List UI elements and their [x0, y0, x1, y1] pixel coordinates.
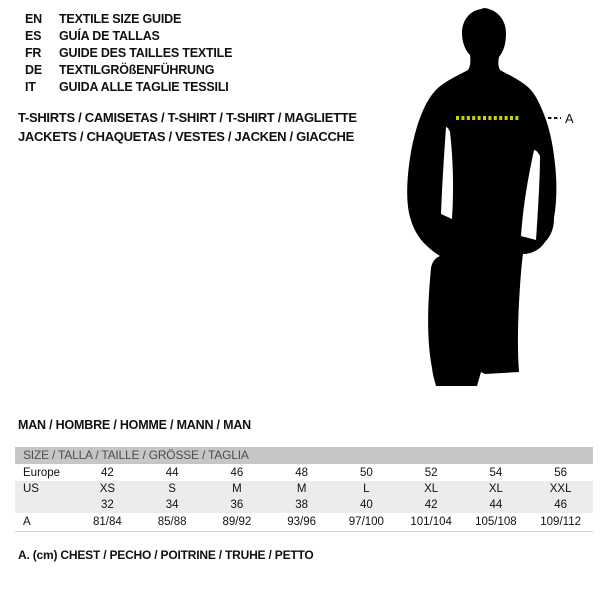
- table-row-europe: [15, 464, 593, 481]
- language-label: TEXTILGRÖßENFÜHRUNG: [59, 63, 215, 77]
- language-row-it: [25, 79, 232, 96]
- size-value: XL: [488, 483, 503, 495]
- size-value: 50: [359, 466, 373, 479]
- size-value: 54: [489, 466, 503, 479]
- language-list: [25, 11, 232, 96]
- category-line-tshirts: T-SHIRTS / CAMISETAS / T-SHIRT / T-SHIRT / MAGLIETTE: [18, 110, 357, 125]
- row-label: US: [23, 483, 39, 495]
- size-value: 44: [165, 466, 179, 479]
- size-value: 32: [100, 499, 114, 511]
- table-row-us-numbers: [15, 497, 593, 513]
- language-label: GUIDE DES TAILLES TEXTILE: [59, 46, 233, 60]
- language-code: FR: [25, 46, 42, 60]
- language-code: ES: [25, 29, 42, 43]
- size-value: 48: [295, 466, 309, 479]
- man-figure: [405, 6, 580, 391]
- size-value: XL: [424, 483, 439, 495]
- size-value: 36: [230, 499, 244, 511]
- size-value: L: [363, 483, 370, 495]
- row-label: Europe: [23, 466, 61, 479]
- size-value: M: [232, 483, 242, 495]
- measure-label-a: A: [565, 111, 574, 126]
- man-silhouette-svg: [405, 6, 580, 391]
- size-value: 44: [489, 499, 503, 511]
- size-table: [15, 447, 593, 532]
- size-value: 93/96: [287, 516, 317, 528]
- measurement-footnote: A. (cm) CHEST / PECHO / POITRINE / TRUHE / PETTO: [18, 548, 314, 562]
- size-value: 40: [359, 499, 373, 511]
- language-code: DE: [25, 63, 42, 77]
- size-value: 56: [554, 466, 568, 479]
- language-row-es: [25, 28, 232, 45]
- language-row-fr: [25, 45, 232, 62]
- size-value: 101/104: [410, 516, 452, 528]
- language-code: EN: [25, 12, 42, 26]
- size-value: 85/88: [157, 516, 187, 528]
- language-label: GUÍA DE TALLAS: [59, 29, 160, 43]
- size-value: XS: [99, 483, 116, 495]
- size-value: 38: [295, 499, 309, 511]
- row-label: A: [23, 516, 31, 528]
- size-value: M: [296, 483, 307, 495]
- size-value: 105/108: [475, 516, 517, 528]
- size-value: 81/84: [92, 516, 122, 528]
- size-value: S: [168, 483, 176, 495]
- size-value: XXL: [549, 483, 572, 495]
- size-value: 46: [554, 499, 568, 511]
- size-value: 34: [165, 499, 179, 511]
- size-value: 97/100: [348, 516, 384, 528]
- garment-categories: [18, 109, 357, 146]
- size-value: 42: [100, 466, 114, 479]
- language-row-en: [25, 11, 232, 28]
- table-row-us-letters: [15, 481, 593, 497]
- language-label: GUIDA ALLE TAGLIE TESSILI: [59, 80, 229, 94]
- section-heading-man: MAN / HOMBRE / HOMME / MANN / MAN: [18, 418, 251, 432]
- category-line-jackets: JACKETS / CHAQUETAS / VESTES / JACKEN / GIACCHE: [18, 128, 354, 144]
- size-value: 89/92: [222, 516, 252, 528]
- language-code: IT: [25, 80, 36, 94]
- size-value: 42: [424, 499, 438, 511]
- table-row-chest-cm: [15, 513, 593, 531]
- language-label: TEXTILE SIZE GUIDE: [59, 12, 182, 26]
- size-value: 46: [230, 466, 244, 479]
- size-value: 52: [424, 466, 438, 479]
- size-value: 109/112: [540, 516, 581, 528]
- size-table-header: SIZE / TALLA / TAILLE / GRÖSSE / TAGLIA: [15, 447, 593, 464]
- language-row-de: [25, 62, 232, 79]
